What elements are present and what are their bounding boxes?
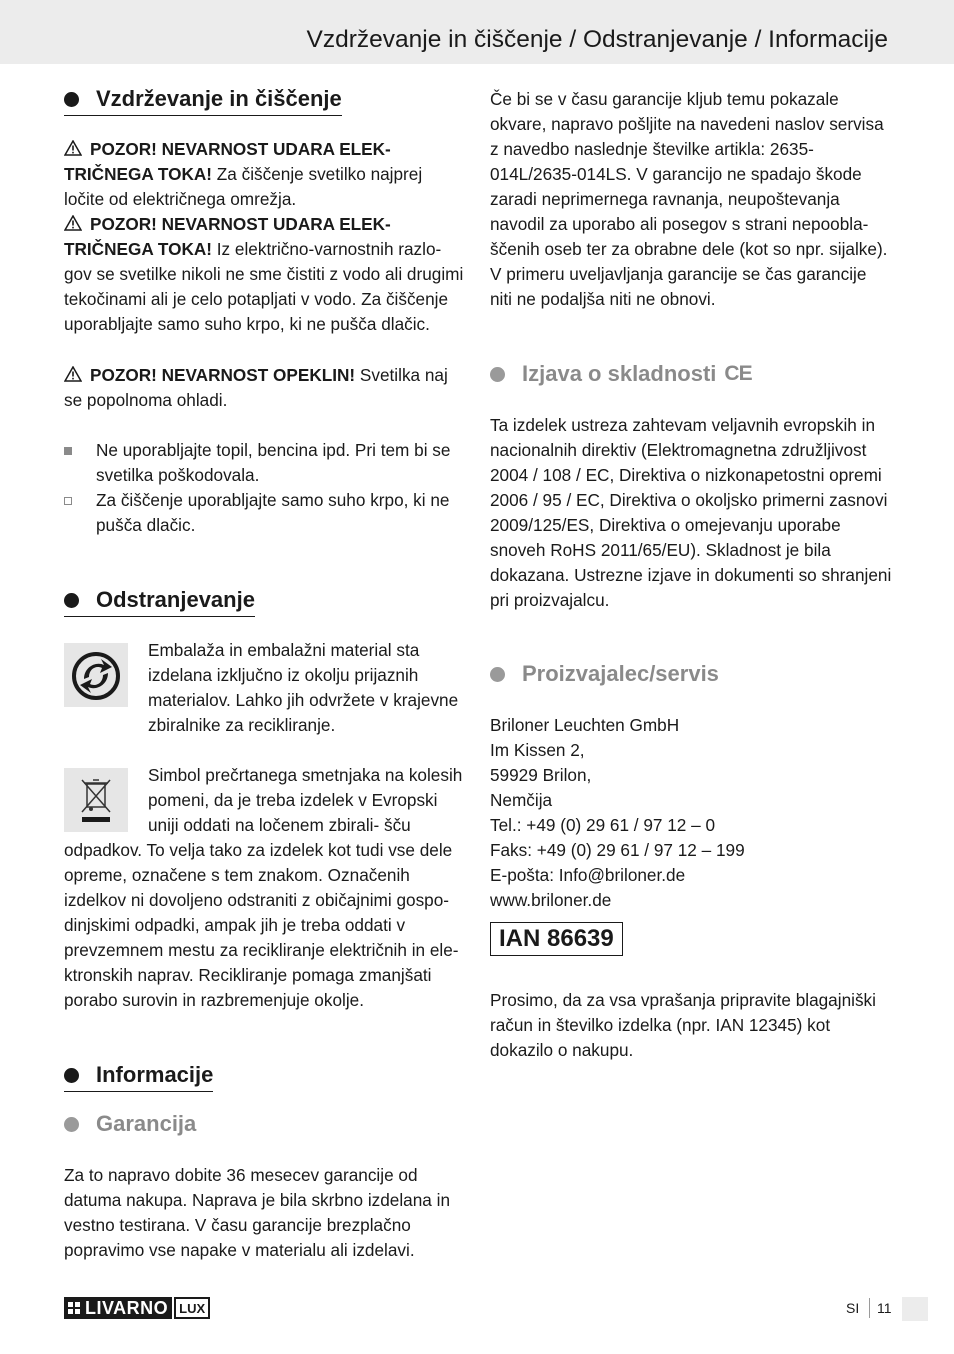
ian-box: IAN 86639 bbox=[490, 922, 623, 956]
heading-disposal-text: Odstranjevanje bbox=[96, 587, 255, 612]
logo-lux-text: LUX bbox=[174, 1297, 210, 1319]
warning1-text: Za čiščenje svetilko najprej ločite od električnega omrežja. bbox=[64, 164, 423, 209]
list-item bbox=[64, 488, 464, 538]
heading-manufacturer-text: Proizvajalec/servis bbox=[522, 661, 719, 686]
square-bullet-icon bbox=[64, 497, 72, 505]
heading-manufacturer bbox=[490, 661, 719, 687]
heading-conformity bbox=[490, 361, 752, 387]
list-item bbox=[64, 438, 464, 488]
conformity-text: Ta izdelek ustreza zahtevam veljavnih evropskih in nacionalnih direktiv (Elektromagnetna združljivost 2004 / 108 / EC, Direktiva o nizkonapetostni opremi 2006 / 95 / EC, Direktiva o okoljsko primerni zasnovi 2009/125/ES, Direktiva o omejevanju uporabe snoveh RoHS 2011/65/EU). Skladnost je bila dokazana. Ustrezne izjave in dokumenti so shranjeni pri proizvajalcu. bbox=[490, 415, 892, 610]
heading-bullet bbox=[64, 593, 79, 608]
address-line: Nemčija bbox=[490, 790, 553, 810]
website-line: www.briloner.de bbox=[490, 890, 612, 910]
weee-text-content: Simbol prečrtanega smetnjaka na kolesih pomeni, da je treba izdelek v Evropski uniji oddati na ločenem zbirali- šču odpadkov. To velja tako za izdelek kot tudi vse dele opreme, označene s tem znakom. Označenih izdelkov ni dovoljeno odstraniti z običajnimi gospo- dinjskimi odpadki, ampak jih je treba oddati v prevzemnem mestu za recikliranje električnih in ele- ktronskih naprav. Recikliranje pomaga zmanjšati porabo surovin in razbremenjuje okolje. bbox=[64, 765, 463, 1010]
warranty-continued-text: Če bi se v času garancije kljub temu pokazale okvare, napravo pošljite na navedeni naslov servisa z navedbo naslednje številke artikla: 2635-014L/2635-014LS. V garancijo ne spadajo škode zaradi neprimernega ravnanja, neupoštevanja navodil za uporabo ali posegov s strani nepoobla- ščenih oseb ter za obrabne dele (kot so npr. sijalke). V primeru uveljavljanja garancije se čas garancije niti ne podaljša niti ne obnovi. bbox=[490, 89, 888, 309]
subheading-bullet bbox=[490, 667, 505, 682]
heading-bullet bbox=[64, 1068, 79, 1083]
subheading-bullet bbox=[490, 367, 505, 382]
logo-main-block bbox=[64, 1297, 172, 1319]
page-divider bbox=[869, 1298, 870, 1318]
heading-bullet bbox=[64, 92, 79, 107]
email-line: E-pošta: Info@briloner.de bbox=[490, 865, 686, 885]
page-number: 11 bbox=[877, 1300, 892, 1316]
square-bullet-icon bbox=[64, 447, 72, 455]
address-line: 59929 Brilon, bbox=[490, 765, 592, 785]
purchase-note: Prosimo, da za vsa vprašanja pripravite blagajniški račun in številko izdelka (npr. IAN 12345) kot dokazilo o nakupu. bbox=[490, 990, 876, 1060]
list-item-text: Ne uporabljajte topil, bencina ipd. Pri tem bi se svetilka poškodovala. bbox=[96, 440, 451, 485]
heading-maintenance bbox=[64, 86, 342, 116]
warning2-text: Iz električno-varnostnih razlo- gov se svetilke nikoli ne sme čistiti z vodo ali drugimi tekočinami ali je celo potapljati v vodo. Za čiščenje uporabljajte samo suho krpo, ki ne pušča dlačic. bbox=[64, 239, 464, 334]
fax-line: Faks: +49 (0) 29 61 / 97 12 – 199 bbox=[490, 840, 745, 860]
page-corner-box bbox=[902, 1297, 928, 1321]
list-item-text: Za čiščenje uporabljajte samo suho krpo, ki ne pušča dlačic. bbox=[96, 490, 450, 535]
phone-line: Tel.: +49 (0) 29 61 / 97 12 – 0 bbox=[490, 815, 716, 835]
warning-triangle-icon bbox=[64, 138, 82, 154]
warning2-bold: POZOR! NEVARNOST UDARA ELEK- TRIČNEGA TOKA! bbox=[64, 214, 391, 259]
ce-mark-icon: CE bbox=[724, 362, 752, 385]
heading-disposal bbox=[64, 587, 255, 617]
packaging-text: Embalaža in embalažni material sta izdelana izključno iz okolju prijaznih materialov. Lahko jih odvržete v krajevne zbiralnike za recikliranje. bbox=[148, 640, 459, 735]
recycling-symbol-icon bbox=[64, 643, 128, 707]
float-spacer bbox=[64, 763, 148, 835]
heading-conformity-text: Izjava o skladnosti bbox=[522, 361, 717, 386]
weee-text bbox=[64, 763, 464, 1013]
subheading-bullet bbox=[64, 1117, 79, 1132]
warning-triangle-icon bbox=[64, 364, 82, 380]
page-header-title: Vzdrževanje in čiščenje / Odstranjevanje / Informacije bbox=[306, 26, 888, 53]
page-language: SI bbox=[846, 1300, 860, 1316]
warning3-bold: POZOR! NEVARNOST OPEKLIN! bbox=[90, 365, 356, 385]
warning-triangle-icon bbox=[64, 213, 82, 229]
subheading-warranty-text: Garancija bbox=[96, 1111, 197, 1136]
warning-burn bbox=[64, 363, 464, 413]
warning-electric-2 bbox=[64, 212, 464, 337]
logo-main-text: LIVARNO bbox=[85, 1297, 169, 1318]
logo-squares-icon bbox=[68, 1302, 80, 1314]
heading-info-text: Informacije bbox=[96, 1062, 214, 1087]
brand-logo bbox=[64, 1297, 210, 1319]
subheading-warranty bbox=[64, 1111, 196, 1137]
heading-maintenance-text: Vzdrževanje in čiščenje bbox=[96, 86, 342, 111]
warning1-bold: POZOR! NEVARNOST UDARA ELEK- TRIČNEGA TOKA! bbox=[64, 139, 391, 184]
heading-info bbox=[64, 1062, 213, 1092]
warning-electric-1 bbox=[64, 137, 464, 212]
warning3-text: Svetilka naj se popolnoma ohladi. bbox=[64, 365, 448, 410]
warranty-text: Za to napravo dobite 36 mesecev garancije od datuma nakupa. Naprava je bila skrbno izdelana in vestno testirana. V času garancije brezplačno popravimo vse napake v materialu ali izdelavi. bbox=[64, 1165, 451, 1260]
address-line: Im Kissen 2, bbox=[490, 740, 585, 760]
address-line: Briloner Leuchten GmbH bbox=[490, 715, 680, 735]
